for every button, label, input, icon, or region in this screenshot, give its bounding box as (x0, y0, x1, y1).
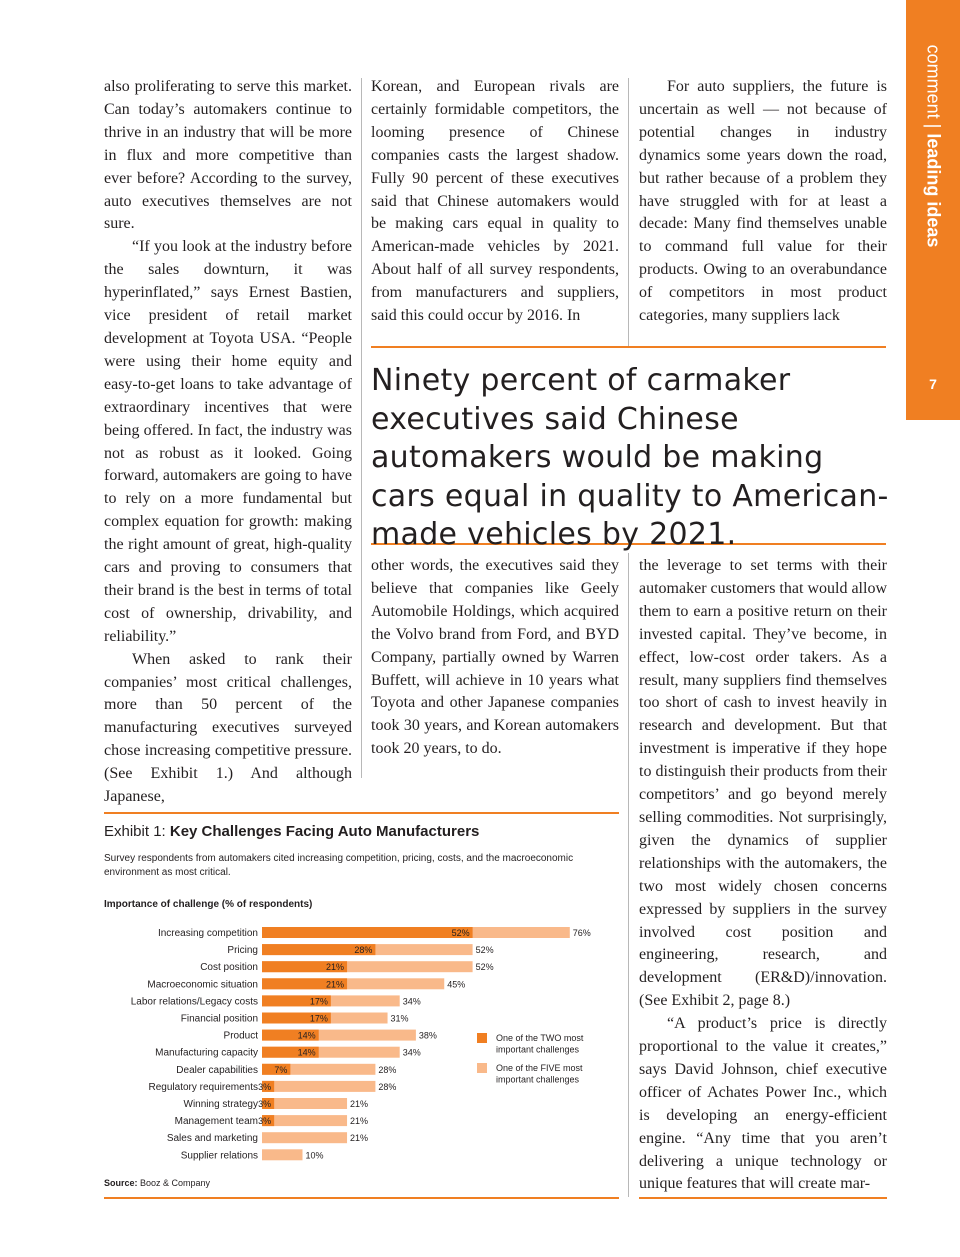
paragraph: the leverage to set terms with their automaker customers that would allow them to earn a positive return on their invested capital. They’ve become, in effect, low-cost order takers. As a result, many suppliers find themselves too short of cash to invest heavily in research and development. But that investment is imperative if they hope to distinguish their products from their competitors’ and go beyond merely selling commodities. Not surprisingly, given the dynamics of supplier relationships with the automakers, the two most widely chosen concerns expressed by suppliers in the survey involved cost position and engineering, research, and development (ER&D)/innovation. (See Exhibit 2, page 8.) (639, 557, 887, 1010)
exhibit-title-text: Key Challenges Facing Auto Manufacturers (169, 823, 480, 840)
data-label-five-most: 21% (350, 1133, 369, 1144)
source-note (104, 1178, 210, 1188)
paragraph: also proliferating to serve this market. Can today’s automakers continue to thrive in an industry that will be more in flux and more competitive than ever before? According to the survey, auto executives themselves are not sure. (104, 78, 352, 233)
data-label-two-most: 7% (274, 1064, 288, 1075)
source-label: Source: (104, 1178, 138, 1188)
column-rule-bottom (639, 1197, 887, 1199)
data-label-five-most: 34% (402, 1047, 421, 1058)
column-divider-right-bottom (628, 553, 629, 1197)
category-label: Winning strategy (183, 1099, 258, 1110)
data-label-two-most: 17% (309, 996, 328, 1007)
bar-five-most (262, 1115, 347, 1126)
category-label: Supplier relations (180, 1150, 258, 1162)
data-label-two-most: 14% (297, 1047, 316, 1058)
section-label-leading-ideas: leading ideas (923, 133, 944, 248)
data-label-two-most: 14% (297, 1030, 316, 1041)
column-divider-left (361, 78, 362, 778)
category-label: Financial position (180, 1013, 258, 1025)
data-label-two-most: 3% (258, 1116, 272, 1127)
data-label-five-most: 38% (418, 1030, 437, 1041)
column-divider-right-top (628, 78, 629, 346)
exhibit-rule-top (104, 812, 619, 814)
exhibit-subtitle: Survey respondents from automakers cited increasing competition, pricing, costs, and the macroeconomic environment as most critical. (104, 853, 574, 878)
data-label-five-most: 34% (402, 996, 421, 1007)
paragraph: When asked to rank their companies’ most critical challenges, more than 50 percent of the manufacturing executives surveyed chose increasing competitive pressure. (See Exhibit 1.) And although Japanese, (104, 650, 352, 806)
data-label-two-most: 21% (326, 962, 345, 973)
data-label-five-most: 21% (350, 1116, 369, 1127)
section-label (923, 45, 944, 248)
data-label-five-most: 52% (475, 962, 494, 973)
data-label-two-most: 28% (354, 945, 373, 956)
bar-five-most (262, 1132, 347, 1143)
data-label-five-most: 28% (378, 1081, 397, 1092)
category-label: Product (223, 1030, 258, 1042)
category-label: Pricing (227, 945, 258, 957)
section-label-separator: | (923, 118, 944, 134)
paragraph: other words, the executives said they believe that companies like Geely Automobile Holdings, which acquired the Volvo brand from Ford, and BYD Company, partially owned by Warren Buffett, will achieve in 10 years what Toyota and other Japanese companies took 30 years, and Korean automakers took 20 years, to do. (371, 557, 619, 758)
category-label: Management team (174, 1116, 258, 1128)
article-column-3-bottom (639, 555, 887, 1196)
pullquote-rule-top (371, 346, 886, 348)
category-label: Macroeconomic situation (147, 979, 258, 991)
category-label: Labor relations/Legacy costs (130, 996, 258, 1008)
article-column-2-top (371, 76, 619, 328)
data-label-five-most: 31% (390, 1013, 409, 1024)
page-number: 7 (929, 376, 937, 392)
data-label-five-most: 28% (378, 1064, 397, 1075)
category-label: Manufacturing capacity (155, 1047, 258, 1059)
paragraph: “A product’s price is directly proportional to the value it creates,” says David Johnson, chief executive officer of Achates Power Inc., which is developing an energy-efficient engine. “Any time that you aren’t delivering a unique technology or unique features that will create mar- (639, 1015, 887, 1193)
bar-five-most (262, 1149, 303, 1160)
bar-five-most (262, 1081, 375, 1092)
exhibit-title (104, 823, 479, 840)
category-label: Increasing competition (157, 928, 258, 939)
data-label-two-most: 3% (258, 1081, 272, 1092)
source-text: Booz & Company (137, 1178, 211, 1188)
bar-five-most (262, 1098, 347, 1109)
article-column-3-top (639, 76, 887, 328)
paragraph: For auto suppliers, the future is uncertain as well — not because of potential changes in industry dynamics some years down the road, but rather because of a problem they have struggled with for at least a decade: Many find themselves unable to command full value for their products. Owing to an overabundance of competitors in most product categories, many suppliers lack (639, 78, 887, 325)
data-label-five-most: 10% (305, 1150, 324, 1161)
legend-label-two: One of the TWO most important challenges (496, 1033, 584, 1055)
section-label-comment: comment (923, 44, 944, 119)
category-label: Regulatory requirements (148, 1081, 258, 1093)
legend-swatch-five (477, 1063, 487, 1073)
data-label-two-most: 3% (258, 1099, 272, 1109)
paragraph: Korean, and European rivals are certainly formidable competitors, the looming presence of Chinese companies casts the largest shadow. Fully 90 percent of these executives said that Chinese automakers would be making cars equal in quality to American-made vehicles by 2021. About half of all survey respondents, from manufacturers and suppliers, said this could occur by 2016. In (371, 78, 619, 325)
category-label: Sales and marketing (166, 1133, 258, 1145)
data-label-five-most: 52% (475, 945, 494, 956)
data-label-two-most: 21% (326, 979, 345, 990)
exhibit-prefix: Exhibit 1: (104, 823, 170, 840)
data-label-two-most: 52% (451, 928, 470, 938)
exhibit-rule-bottom (104, 1197, 619, 1199)
article-column-2-bottom (371, 555, 619, 761)
legend-swatch-two (477, 1033, 487, 1043)
category-label: Dealer capabilities (176, 1064, 258, 1076)
bar-chart (104, 922, 614, 1172)
pull-quote: Ninety percent of carmaker executives said Chinese automakers would be making cars equal in quality to American-made vehicles by 2021. (371, 363, 889, 552)
category-label: Cost position (200, 962, 258, 974)
data-label-two-most: 17% (309, 1013, 328, 1024)
data-label-five-most: 76% (572, 928, 591, 938)
article-column-1 (104, 76, 352, 809)
legend-label-five: One of the FIVE most important challenges (496, 1063, 583, 1085)
data-label-five-most: 45% (447, 979, 466, 990)
paragraph: “If you look at the industry before the sales downturn, it was hyperinflated,” says Ernest Bastien, vice president of retail market development at Toyota USA. “People were using their home equity and easy-to-get loans to take advantage of extraordinary incentives that were being offered. In fact, the industry was not as robust as it looked. Going forward, automakers are going to have to rely on a more fundamental but complex equation for growth: making the right amount of great, high-quality cars and proving to consumers that their brand is the best in terms of total cost of ownership, drivability, and reliability.” (104, 238, 352, 645)
chart-axis-label: Importance of challenge (% of respondents) (104, 899, 313, 910)
bar-two-most (262, 927, 473, 938)
data-label-five-most: 21% (350, 1099, 369, 1109)
